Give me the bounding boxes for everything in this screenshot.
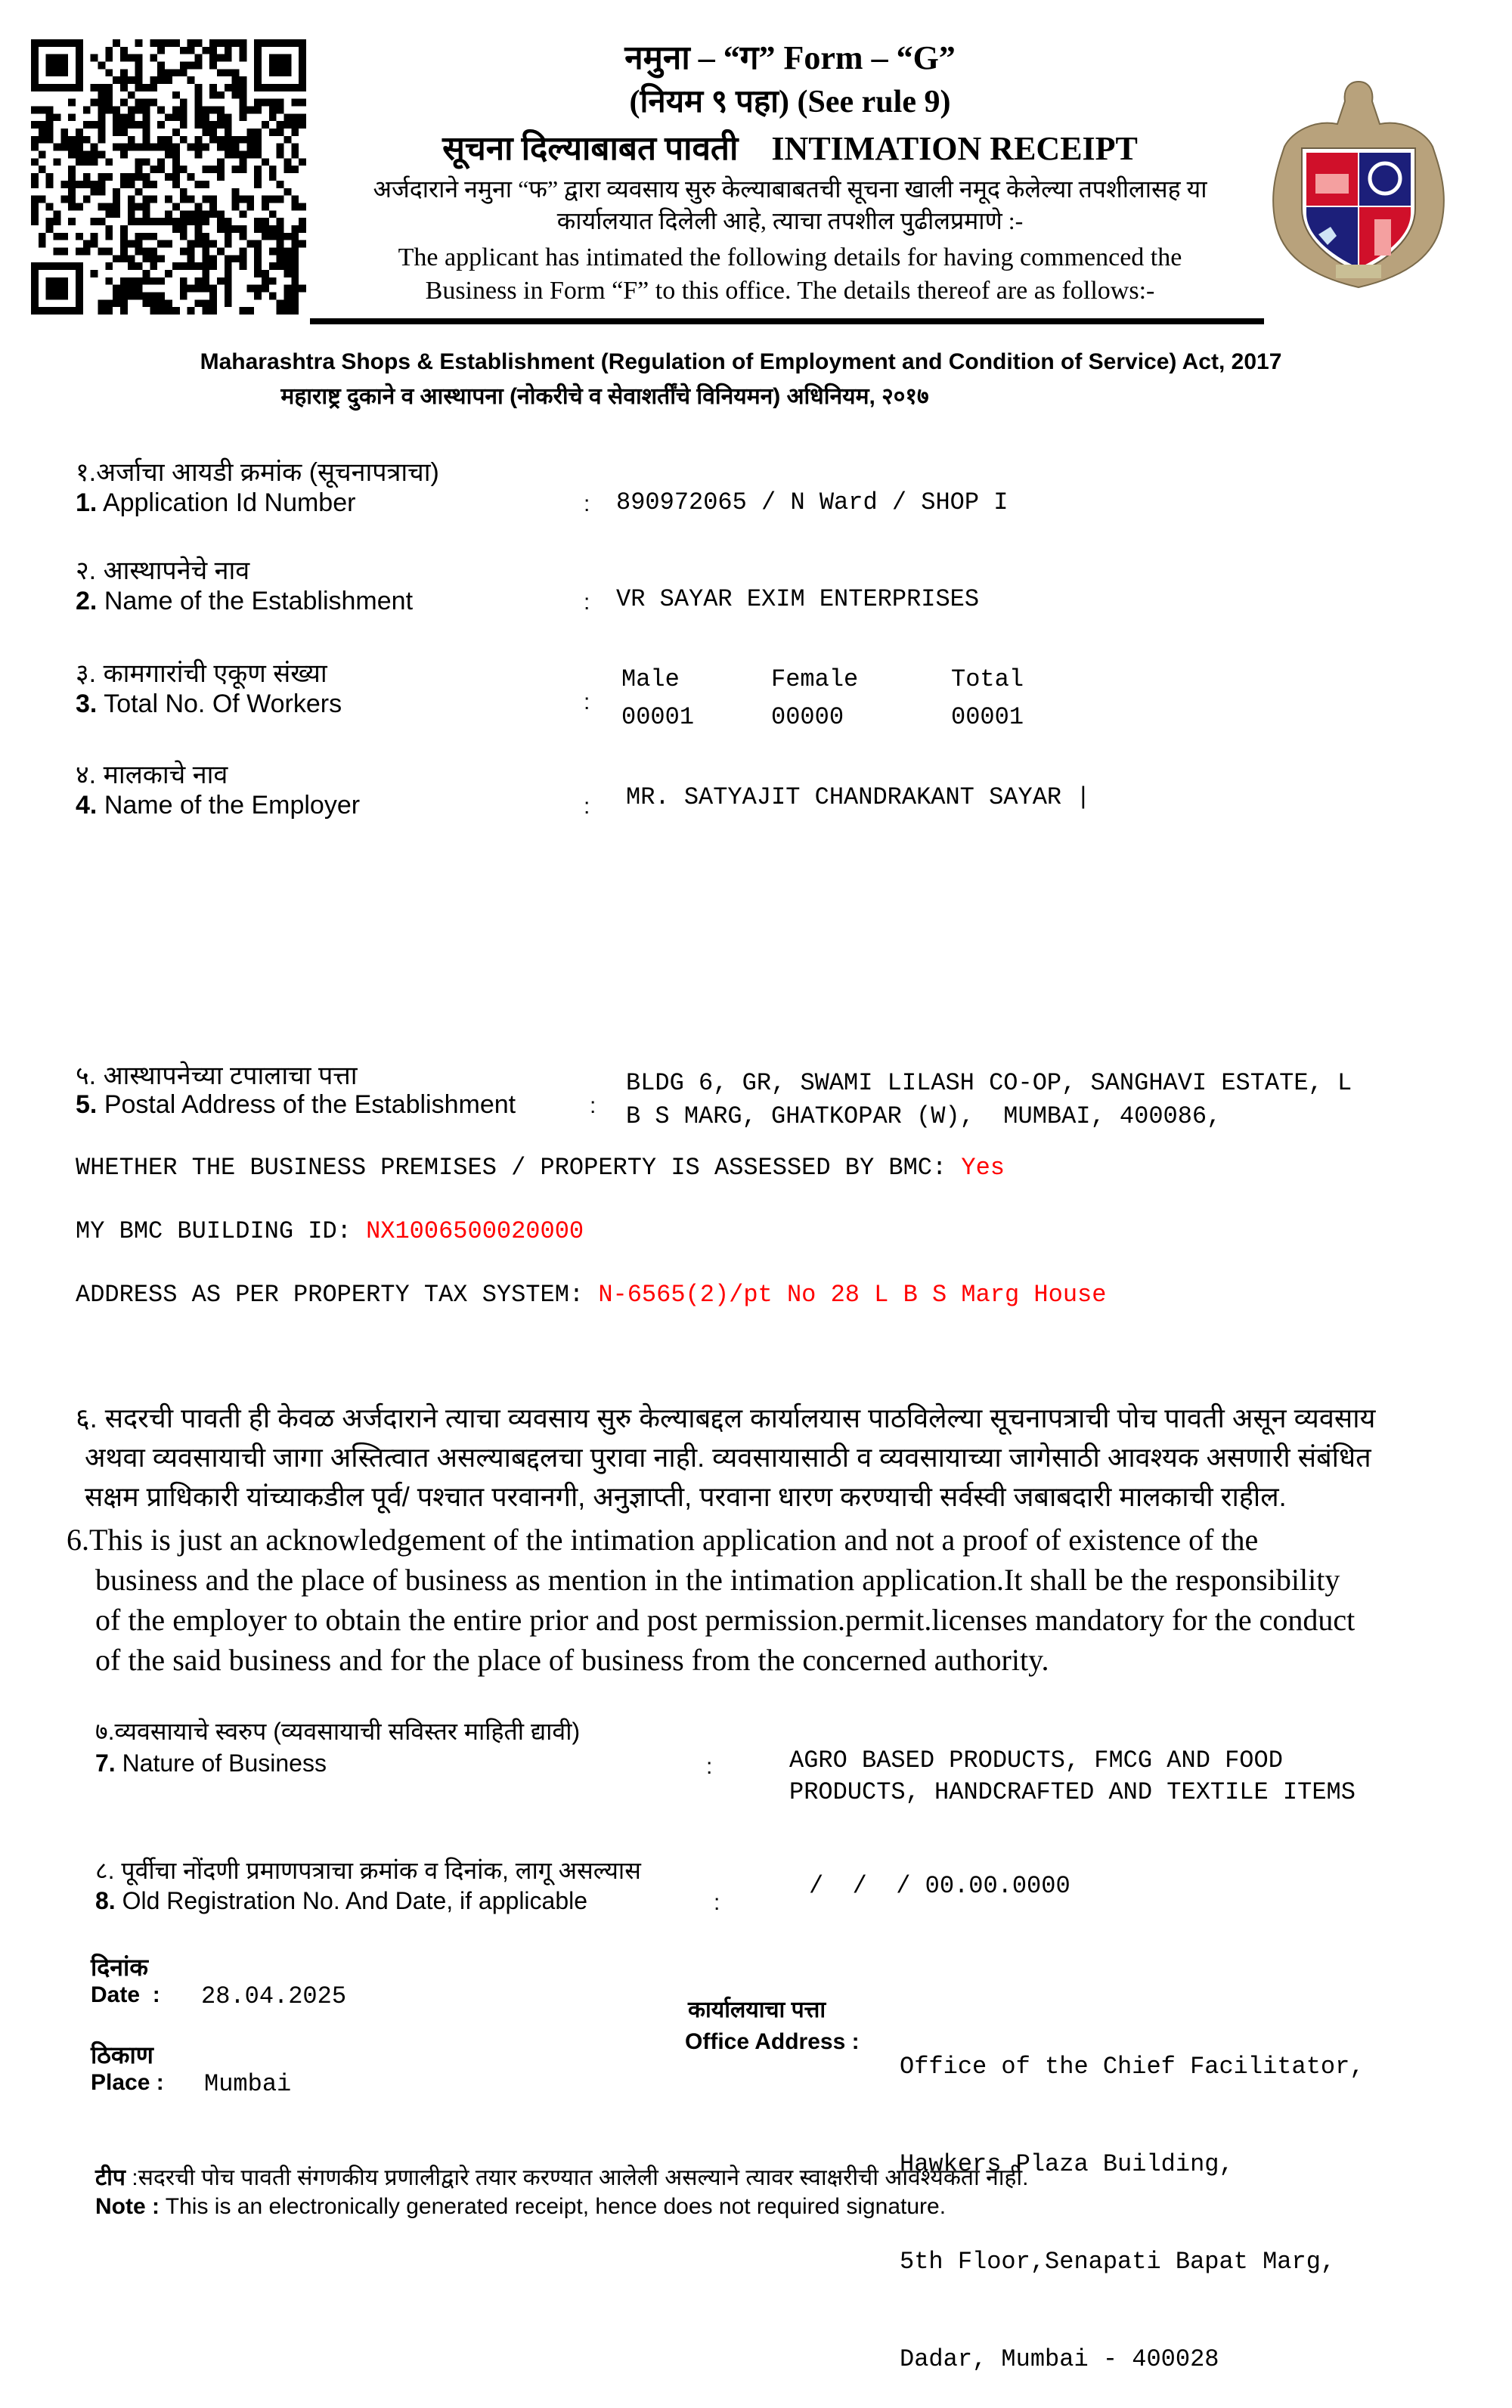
field-label: Name of the Employer bbox=[104, 791, 361, 820]
postal-address-line2: B S MARG, GHATKOPAR (W), MUMBAI, 400086, bbox=[626, 1102, 1222, 1130]
nature-of-business-line2: PRODUCTS, HANDCRAFTED AND TEXTILE ITEMS bbox=[789, 1778, 1356, 1806]
date-label: Date : bbox=[91, 1982, 160, 2007]
colon-separator: : bbox=[584, 491, 590, 516]
receipt-title bbox=[310, 124, 1270, 169]
employer-name-label bbox=[76, 791, 360, 820]
office-address-line: Dadar, Mumbai - 400028 bbox=[900, 2345, 1219, 2373]
office-address-label: Office Address : bbox=[685, 2029, 860, 2054]
field-number: 5. bbox=[76, 1090, 98, 1119]
act-title-english: Maharashtra Shops & Establishment (Regulation of Employment and Condition of Service) Act, 2017 bbox=[200, 349, 1282, 374]
old-registration-label-marathi: ८. पूर्वीचा नोंदणी प्रमाणपत्राचा क्रमांक व दिनांक, लागू असल्यास bbox=[95, 1857, 641, 1884]
workers-header-male: Male bbox=[621, 665, 680, 693]
note-marathi-label: टीप bbox=[95, 2165, 125, 2190]
colon-separator: : bbox=[584, 590, 590, 615]
postal-address-label bbox=[76, 1090, 516, 1120]
field-label: Old Registration No. And Date, if applicable bbox=[122, 1887, 588, 1914]
receipt-title-marathi: सूचना दिल्याबाबत पावती bbox=[442, 130, 739, 167]
date-value: 28.04.2025 bbox=[201, 1982, 347, 2010]
field-number: 1. bbox=[76, 488, 98, 517]
office-address-line: Hawkers Plaza Building, bbox=[900, 2150, 1234, 2178]
note-english bbox=[95, 2194, 946, 2220]
disclaimer-marathi-line3: सक्षम प्राधिकारी यांच्याकडील पूर्व/ पश्चात परवानगी, अनुज्ञाप्ती, परवाना धारण करण्याची सर्वस्वी जबाबदारी मालकाची राहील. bbox=[85, 1481, 1287, 1512]
colon-separator: : bbox=[714, 1890, 720, 1915]
receipt-title-english: INTIMATION RECEIPT bbox=[771, 130, 1138, 167]
workers-male-count: 00001 bbox=[621, 703, 695, 731]
field-label: Application Id Number bbox=[102, 488, 356, 517]
note-marathi-text: :सदरची पोच पावती संगणकीय प्रणालीद्वारे तयार करण्यात आलेली असल्याने त्यावर स्वाक्षरीची आवश्यकता नाही. bbox=[125, 2165, 1029, 2190]
old-registration-label bbox=[95, 1887, 587, 1915]
field-number: 7. bbox=[95, 1749, 116, 1777]
field-label: Total No. Of Workers bbox=[104, 690, 342, 718]
note-english-text: This is an electronically generated receipt, hence does not required signature. bbox=[160, 2194, 947, 2219]
qr-code bbox=[31, 39, 306, 315]
form-title: नमुना – “ग” Form – “G” bbox=[624, 39, 956, 76]
office-address-label-marathi: कार्यालयाचा पत्ता bbox=[688, 1997, 826, 2022]
nature-of-business-label bbox=[95, 1749, 327, 1777]
intro-marathi-line1: अर्जदाराने नमुना “फ” द्वारा व्यवसाय सुरु केल्याबाबतची सूचना खाली नमूद केलेल्या तपशीलासह या bbox=[373, 175, 1207, 203]
field-number: 2. bbox=[76, 587, 98, 615]
field-number: 3. bbox=[76, 690, 98, 718]
field-number: 8. bbox=[95, 1887, 116, 1914]
establishment-name-label bbox=[76, 587, 413, 616]
bmc-emblem-logo bbox=[1264, 76, 1453, 295]
intro-english-line2: Business in Form “F” to this office. The details thereof are as follows:- bbox=[425, 277, 1155, 305]
header-divider bbox=[310, 318, 1264, 324]
workers-header-female: Female bbox=[771, 665, 859, 693]
bmc-assessed-label: WHETHER THE BUSINESS PREMISES / PROPERTY IS ASSESSED BY BMC: bbox=[76, 1154, 947, 1182]
bmc-building-id-value: NX1006500020000 bbox=[366, 1217, 584, 1245]
act-title-marathi: महाराष्ट्र दुकाने व आस्थापना (नोकरीचे व सेवाशर्तींचे विनियमन) अधिनियम, २०१७ bbox=[280, 384, 929, 409]
disclaimer-english-line2: business and the place of business as mention in the intimation application.It shall be the responsibility bbox=[95, 1563, 1340, 1597]
application-id-label-marathi: १.अर्जाचा आयडी क्रमांक (सूचनापत्राचा) bbox=[76, 458, 439, 487]
colon-separator: : bbox=[584, 690, 590, 714]
disclaimer-marathi-line1: ६. सदरची पावती ही केवळ अर्जदाराने त्याचा व्यवसाय सुरु केल्याबद्दल कार्यालयास पाठविलेल्या सूचनापत्राची पोच पावती असून व्यवसाय bbox=[76, 1402, 1376, 1433]
disclaimer-english bbox=[67, 1520, 1503, 1680]
field-label: Name of the Establishment bbox=[104, 587, 414, 615]
note-marathi bbox=[95, 2161, 1029, 2192]
place-label-marathi: ठिकाण bbox=[91, 2041, 153, 2069]
place-value: Mumbai bbox=[204, 2070, 292, 2098]
field-number: 4. bbox=[76, 791, 98, 820]
emblem-icon bbox=[1264, 76, 1453, 295]
disclaimer-marathi bbox=[76, 1399, 1497, 1517]
field-label: Postal Address of the Establishment bbox=[104, 1090, 516, 1119]
postal-address-label-marathi: ५. आस्थापनेच्या टपालाचा पत्ता bbox=[76, 1061, 358, 1090]
note-english-label: Note : bbox=[95, 2194, 160, 2219]
disclaimer-english-line1: 6.This is just an acknowledgement of the intimation application and not a proof of existence of the bbox=[67, 1523, 1259, 1557]
employer-name-value: MR. SATYAJIT CHANDRAKANT SAYAR | bbox=[626, 783, 1091, 811]
workers-label-marathi: ३. कामगारांची एकूण संख्या bbox=[76, 659, 327, 688]
establishment-name-label-marathi: २. आस्थापनेचे नाव bbox=[76, 556, 250, 585]
workers-label bbox=[76, 690, 342, 719]
property-tax-address-row bbox=[76, 1281, 1106, 1309]
bmc-assessed-row bbox=[76, 1154, 1005, 1182]
office-address-value bbox=[900, 1985, 1365, 2408]
office-address-line: 5th Floor,Senapati Bapat Marg, bbox=[900, 2248, 1336, 2276]
bmc-assessed-value: Yes bbox=[961, 1154, 1005, 1182]
postal-address-line1: BLDG 6, GR, SWAMI LILASH CO-OP, SANGHAVI ESTATE, L bbox=[626, 1069, 1352, 1097]
bmc-building-id-row bbox=[76, 1217, 584, 1245]
property-tax-address-label: ADDRESS AS PER PROPERTY TAX SYSTEM: bbox=[76, 1281, 584, 1309]
date-label-marathi: दिनांक bbox=[91, 1954, 148, 1981]
disclaimer-english-line4: of the said business and for the place of business from the concerned authority. bbox=[95, 1643, 1049, 1677]
employer-name-label-marathi: ४. मालकाचे नाव bbox=[76, 761, 228, 789]
establishment-name-value: VR SAYAR EXIM ENTERPRISES bbox=[616, 585, 980, 613]
nature-of-business-line1: AGRO BASED PRODUCTS, FMCG AND FOOD bbox=[789, 1746, 1283, 1774]
bmc-building-id-label: MY BMC BUILDING ID: bbox=[76, 1217, 352, 1245]
disclaimer-marathi-line2: अथवा व्यवसायाची जागा अस्तित्वात असल्याबद्दलचा पुरावा नाही. व्यवसायासाठी व व्यवसायाच्या जागेसाठी आवश्यक असणारी संबंधित bbox=[85, 1442, 1371, 1473]
nature-of-business-label-marathi: ७.व्यवसायाचे स्वरुप (व्यवसायाची सविस्तर माहिती द्यावी) bbox=[95, 1718, 581, 1745]
qr-code-graphic bbox=[31, 39, 306, 315]
rule-reference: (नियम ९ पहा) (See rule 9) bbox=[629, 85, 951, 119]
colon-separator: : bbox=[590, 1093, 596, 1118]
field-label: Nature of Business bbox=[122, 1749, 327, 1777]
office-address-line: Office of the Chief Facilitator, bbox=[900, 2053, 1365, 2081]
old-registration-value: / / / 00.00.0000 bbox=[809, 1872, 1070, 1900]
place-label: Place : bbox=[91, 2070, 164, 2095]
application-id-value: 890972065 / N Ward / SHOP I bbox=[616, 488, 1009, 516]
workers-female-count: 00000 bbox=[771, 703, 844, 731]
intro-english-line1: The applicant has intimated the following details for having commenced the bbox=[398, 243, 1182, 271]
property-tax-address-value: N-6565(2)/pt No 28 L B S Marg House bbox=[598, 1281, 1107, 1309]
workers-header-total: Total bbox=[951, 665, 1024, 693]
application-id-label bbox=[76, 488, 355, 518]
colon-separator: : bbox=[584, 794, 590, 819]
colon-separator: : bbox=[706, 1754, 713, 1779]
disclaimer-english-line3: of the employer to obtain the entire prior and post permission.permit.licenses mandatory for the conduct bbox=[95, 1603, 1356, 1637]
workers-total-count: 00001 bbox=[951, 703, 1024, 731]
intro-marathi-line2: कार्यालयात दिलेली आहे, त्याचा तपशील पुढीलप्रमाणे :- bbox=[556, 207, 1024, 234]
